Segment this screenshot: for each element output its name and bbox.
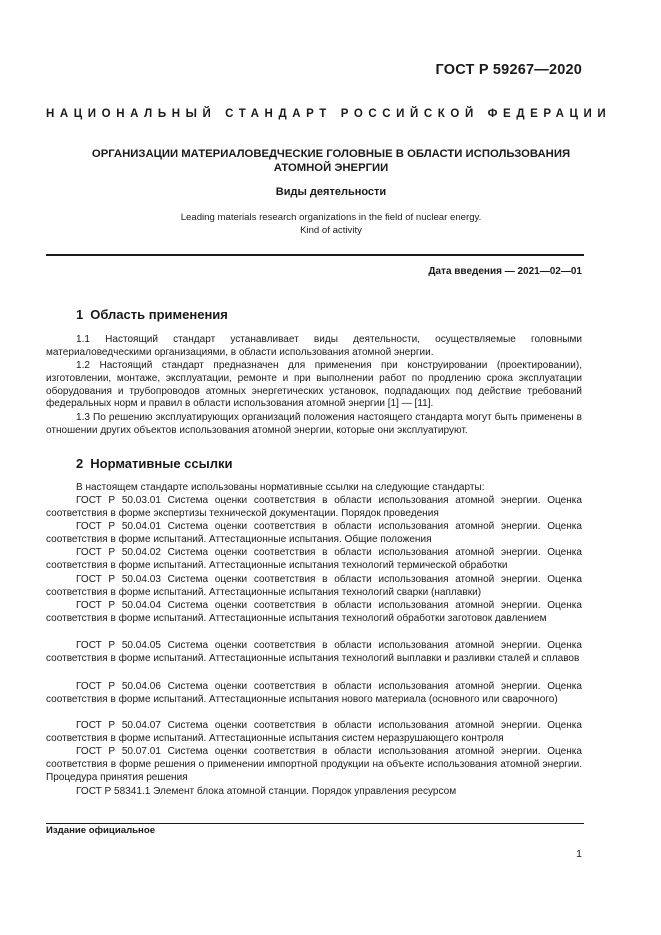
reference-item: ГОСТ Р 50.04.02 Система оценки соответствия в области использования атомной энергии. Оценка соответствия в форме испытаний. Аттестационные испытания технологий термической обработки [46,547,582,571]
page-number: 1 [576,848,582,860]
reference-item: ГОСТ Р 50.04.01 Система оценки соответствия в области использования атомной энергии. Оценка соответствия в форме испытаний. Аттестационные испытания. Общие положения [46,521,582,545]
section-2-title: Нормативные ссылки [90,456,233,471]
english-title [46,212,616,237]
reference-item: ГОСТ Р 50.07.01 Система оценки соответствия в области использования атомной энергии. Оценка соответствия в форме решения о применении импортной продукции на объекте использования атомной энергии. Процедура принятия решения [46,746,582,783]
english-title-line-1: Leading materials research organizations in the field of nuclear energy. [180,212,482,223]
reference-item: ГОСТ Р 50.04.06 Система оценки соответствия в области использования атомной энергии. Оценка соответствия в форме испытаний. Аттестационные испытания нового материала (основного или сварочного) [46,681,582,705]
title-line-2: АТОМНОЙ ЭНЕРГИИ [273,162,389,174]
reference-item: ГОСТ Р 58341.1 Элемент блока атомной станции. Порядок управления ресурсом [76,786,457,797]
gost-number: ГОСТ Р 59267—2020 [435,62,582,78]
paragraph-1-3: 1.3 По решению эксплуатирующих организаций положения настоящего стандарта могут быть применены в отношении других объектов использования атомной энергии, которые они эксплуатируют. [46,412,582,436]
header-divider [46,254,584,256]
section-2-number: 2 [76,456,84,471]
document-subtitle: Виды деятельности [275,186,387,198]
reference-item: ГОСТ Р 50.03.01 Система оценки соответствия в области использования атомной энергии. Оценка соответствия в форме экспертизы технической документации. Порядок проведения [46,495,582,519]
reference-item: ГОСТ Р 50.04.04 Система оценки соответствия в области использования атомной энергии. Оценка соответствия в форме испытаний. Аттестационные испытания технологий обработки заготовок давлением [46,600,582,624]
section-1-title: Область применения [90,307,228,322]
reference-item: ГОСТ Р 50.04.07 Система оценки соответствия в области использования атомной энергии. Оценка соответствия в форме испытаний. Аттестационные испытания систем неразрушающего контроля [46,720,582,744]
section-1-number: 1 [76,307,84,322]
national-standard-banner: НАЦИОНАЛЬНЫЙ СТАНДАРТ РОССИЙСКОЙ ФЕДЕРАЦИИ [46,108,612,120]
footer-divider [46,823,584,824]
official-edition-label: Издание официальное [46,825,156,836]
section-1-heading [76,307,228,322]
reference-item: ГОСТ Р 50.04.05 Система оценки соответствия в области использования атомной энергии. Оценка соответствия в форме испытаний. Аттестационные испытания технологий выплавки и разливки сталей и сплавов [46,640,582,664]
section-2-intro: В настоящем стандарте использованы нормативные ссылки на следующие стандарты: [76,482,485,493]
english-title-line-2: Kind of activity [300,224,362,236]
document-title [46,147,616,175]
title-line-1: ОРГАНИЗАЦИИ МАТЕРИАЛОВЕДЧЕСКИЕ ГОЛОВНЫЕ В ОБЛАСТИ ИСПОЛЬЗОВАНИЯ [91,148,571,160]
paragraph-1-2: 1.2 Настоящий стандарт предназначен для применения при конструировании (проектировании), изготовлении, монтаже, эксплуатации, ремонте и при выполнении работ по продлению срока эксплуатации оборудования и трубопроводов атомных энергетических установок, подпадающих под действие требований федеральных норм и правил в области использования атомной энергии [1] — [11]. [46,360,582,410]
paragraph-1-1: 1.1 Настоящий стандарт устанавливает виды деятельности, осуществляемые головными материаловедческими организациями, в области использования атомной энергии. [46,334,582,358]
reference-item: ГОСТ Р 50.04.03 Система оценки соответствия в области использования атомной энергии. Оценка соответствия в форме испытаний. Аттестационные испытания технологий сварки (наплавки) [46,574,582,598]
introduction-date: Дата введения — 2021—02—01 [428,266,582,277]
section-2-heading [76,456,232,471]
